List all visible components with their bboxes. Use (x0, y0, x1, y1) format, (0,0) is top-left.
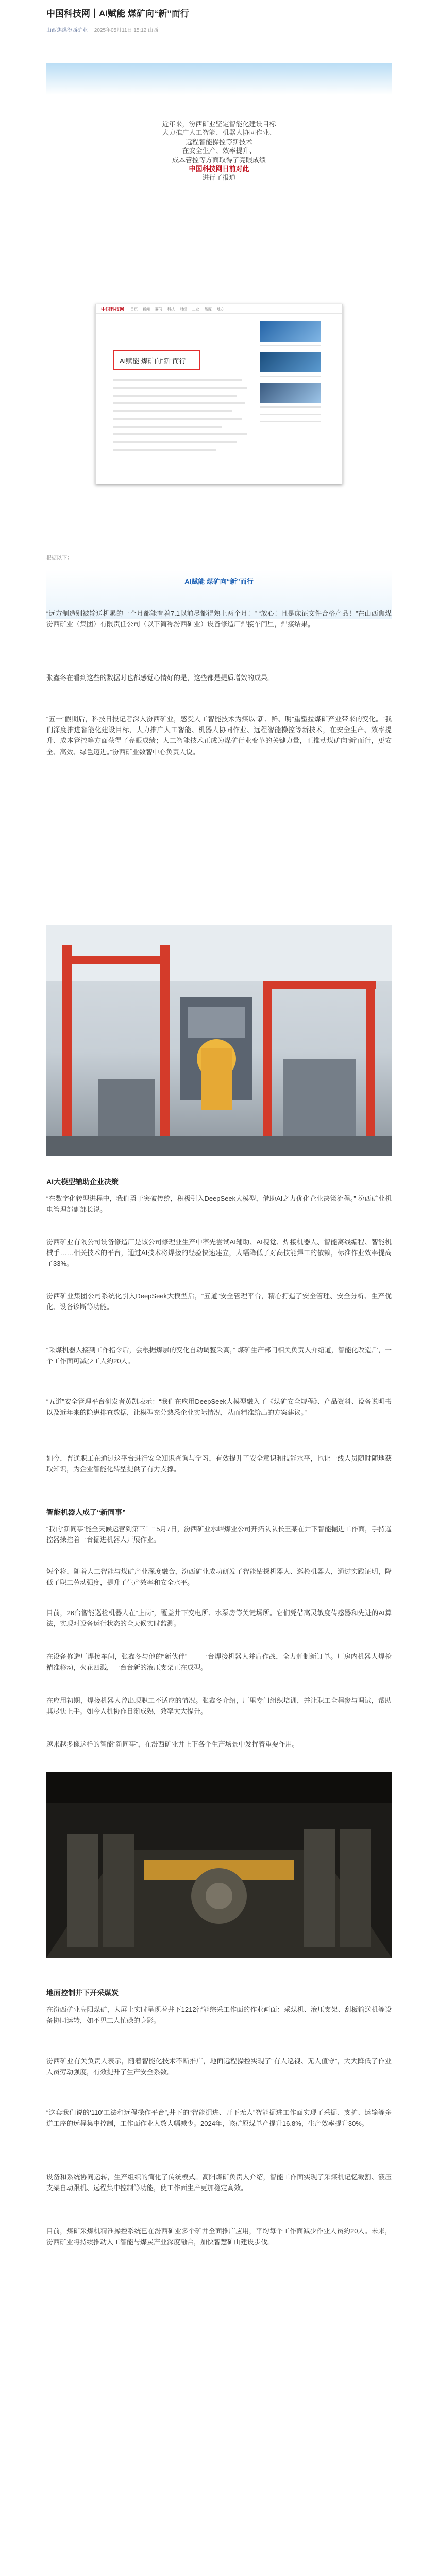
sidebar-line (260, 406, 321, 408)
sidebar-line (260, 376, 321, 377)
sidebar-thumb (260, 383, 321, 403)
text-line (113, 395, 237, 397)
paragraph: 在设备修造厂焊接车间，张鑫冬与他的“新伙伴”——一台焊接机器人并肩作战，全力赶制新订单。厂房内机器人焊枪精准移动，火花四溅，一台台新的液压支架正在成型。 (46, 1653, 392, 1672)
intro-block (46, 120, 392, 182)
section-subtitle: AI赋能 煤矿向“新”而行 (184, 578, 254, 585)
paragraph: “远方制造别被输送机累的一个月都能有着7.1以前尽都得熟上两个月！” “放心！且是床证文件合格产品！”在山西焦煤汾西矿业（集团）有限责任公司（以下简称汾西矿业）设备修造厂焊接车间里，焊接结果。 (46, 609, 392, 629)
article-date: 2025年05月11日 15:12 山西 (94, 28, 159, 33)
paragraph: “这套我们说的‘110’工法和远程操作平台”,井下的“智能掘进、开下无人”智能掘进工作面实现了采掘、支护、运输等多道工序的远程集中控制，工作面作业人数大幅减少。2024年，该矿原煤单产提升16.8%，生产效率提升30%。 (46, 2109, 392, 2128)
site-nav-item: 工业 (192, 307, 199, 311)
text-line (113, 441, 237, 443)
text-line (113, 402, 245, 404)
paragraph: 目前，26台智能巡检机器人在“上岗”，覆盖井下变电所、水泵房等关键场所。它们凭借高灵敏度传感器和先进的AI算法，实现对设备运行状态的全天候实时监测。 (46, 1609, 392, 1628)
site-nav (130, 307, 228, 312)
note-text: 根据以下： (46, 555, 72, 561)
paragraph: “五一”假期后，科技日报记者深入汾西矿业，感受人工智能技术为煤以“新、鲜、明”重塑拉煤矿产业带来的变化。“我们深度推进智能化建设目标，大力推广人工智能、机器人协同作业、远程智能操控等新技术，在安全生产、效率提升、成本管控等方面获得了亮眼成绩；人工智能技术正成为煤矿行业变革的关键力量，正推动煤矿向‘新’而行，更安全、高效、绿色迈进。”汾西矿业数智中心负责人说。 (46, 715, 392, 756)
paragraph: 汾西矿业集团公司系统化引入DeepSeek大模型后，“五道”安全管理平台，精心打造了安全管理、安全分析、生产优化、设备诊断等功能。 (46, 1292, 392, 1311)
site-nav-item: 要闻 (155, 307, 162, 311)
paragraph: 张鑫冬在看到这些的数据时也都感觉心情好的是，这些都是提质增效的成果。 (46, 674, 275, 682)
intro-line: 大力推广人工智能、机器人协同作业、 (162, 129, 276, 137)
mine-illustration (46, 1772, 392, 1958)
text-line (113, 387, 247, 389)
factory-illustration (46, 925, 392, 1156)
text-line (113, 418, 242, 420)
text-line (113, 379, 242, 381)
intro-line: 远程智能操控等新技术 (185, 138, 252, 146)
paragraph: “在数字化转型进程中，我们勇于突破传统，积极引入DeepSeek大模型，借助AI之力优化企业决策流程。” 汾西矿业机电管理部副部长说。 (46, 1195, 392, 1214)
paragraph: 如今，普通职工在通过这平台进行安全知识查询与学习，有效提升了安全意识和技能水平，也让一线人员随时随地获取知识，为企业智能化转型提供了有力支撑。 (46, 1454, 392, 1473)
paragraph: “我的‘新同事’能全天候运营到第三！” 5月7日，汾西矿业水峪煤业公司开拓队队长王某在井下智能掘进工作面，手持遥控器操控着一台掘进机器人开展作业。 (46, 1525, 392, 1544)
paragraph: 目前，煤矿采煤机精准操控系统已在汾西矿业多个矿井全面推广应用，平均每个工作面减少作业人员约20人。未来，汾西矿业将持续推动人工智能与煤炭产业深度融合，加快智慧矿山建设步伐。 (46, 2227, 392, 2246)
text-line (113, 426, 222, 428)
screenshot-header (96, 304, 342, 314)
news-site-screenshot (95, 304, 343, 484)
screenshot-headline: AI赋能 煤矿向“新”而行 (113, 350, 200, 370)
site-nav-item: 首页 (130, 307, 138, 311)
site-nav-item: 科技 (167, 307, 175, 311)
intro-line: 成本管控等方面取得了亮眼成绩 (172, 156, 266, 164)
paragraph: 短个将，随着人工智能与煤矿产业深度融合，汾西矿业成功研发了智能钻探机器人、巡检机器人，通过实践证明，降低了职工劳动强度，提升了生产效率和安全水平。 (46, 1568, 392, 1587)
paragraph: 设备和系统协同运转，生产组织的简化了传统模式。高阳煤矿负责人介绍，智能工作面实现了采煤机记忆截割、液压支架自动跟机、远程集中控制等功能，使工作面生产更加稳定高效。 (46, 2173, 392, 2192)
paragraph: 汾西矿业有限公司设备修造厂是该公司修理业生产中率先尝试AI辅助、AI视觉、焊接机器人、智能离线编程、智能机械手……相关技术的平台，通过AI技术将焊接的经验快速建立，大幅降低了对高技能焊工的依赖，标准作业效率提高了33%。 (46, 1238, 392, 1268)
section-heading: AI大模型辅助企业决策 (46, 1178, 119, 1186)
header-banner (46, 63, 392, 95)
sidebar-thumb (260, 321, 321, 342)
mine-tunnel-photo (46, 1772, 392, 1958)
paragraph: 汾西矿业有关负责人表示，随着智能化技术不断推广，地面远程操控实现了“有人巡视、无人值守”，大大降低了作业人员劳动强度，有效提升了生产安全系数。 (46, 2057, 392, 2076)
intro-line: 在安全生产、效率提升、 (182, 147, 256, 155)
paragraph: “五道”安全管理平台研发者黄凯表示：“我们在应用DeepSeek大模型融入了《煤矿安全规程》、产品资料、设备说明书以及近年来的隐患排查数据，让模型充分熟悉企业实际情况，从而精准给出的方案建议。” (46, 1398, 392, 1417)
sidebar-thumb (260, 352, 321, 372)
paragraph: 越来越多像这样的智能“新同事”，在汾西矿业井上下各个生产场景中发挥着重要作用。 (46, 1740, 299, 1748)
sidebar-line (260, 345, 321, 346)
intro-line: 进行了报道 (202, 174, 236, 182)
text-line (113, 433, 247, 435)
site-nav-item: 新闻 (142, 307, 150, 311)
site-nav-item: 财经 (179, 307, 187, 311)
sidebar-line (260, 414, 321, 415)
paragraph: “采煤机器人接到工作指令后，会根据煤层的变化自动调整采高，” 煤矿生产部门相关负责人介绍道，智能化改造后，一个工作面可减少工人约20人。 (46, 1346, 392, 1365)
section-heading: 地面控制井下开采煤炭 (46, 1989, 119, 1997)
article-meta (46, 26, 158, 33)
section-heading: 智能机器人成了“新同事” (46, 1508, 126, 1516)
site-nav-item: 能源 (204, 307, 212, 311)
text-line (113, 410, 232, 412)
factory-robot-photo (46, 925, 392, 1156)
sidebar-line (260, 421, 321, 422)
article-source-link[interactable]: 山西焦煤汾西矿业 (46, 28, 88, 33)
paragraph: 在应用初期，焊接机器人曾出现职工不适应的情况。张鑫冬介绍，厂里专门组织培训，并让职工全程参与调试，帮助其尽快上手。如今人机协作日渐成熟，效率大大提升。 (46, 1697, 392, 1716)
site-nav-item: 地方 (216, 307, 224, 311)
intro-line: 近年来，汾西矿业坚定智能化建设目标 (162, 120, 276, 128)
text-line (113, 449, 216, 451)
paragraph: 在汾西矿业高阳煤矿，大屏上实时呈现着井下1212智能综采工作面的作业画面：采煤机、液压支架、刮板输送机等设备协同运转，如不见工人忙碌的身影。 (46, 2006, 392, 2025)
intro-line: 中国科技网日前对此 (189, 165, 249, 173)
article-title: 中国科技网｜AI赋能 煤矿向“新”而行 (46, 9, 189, 19)
site-logo: 中国科技网 (101, 307, 125, 312)
